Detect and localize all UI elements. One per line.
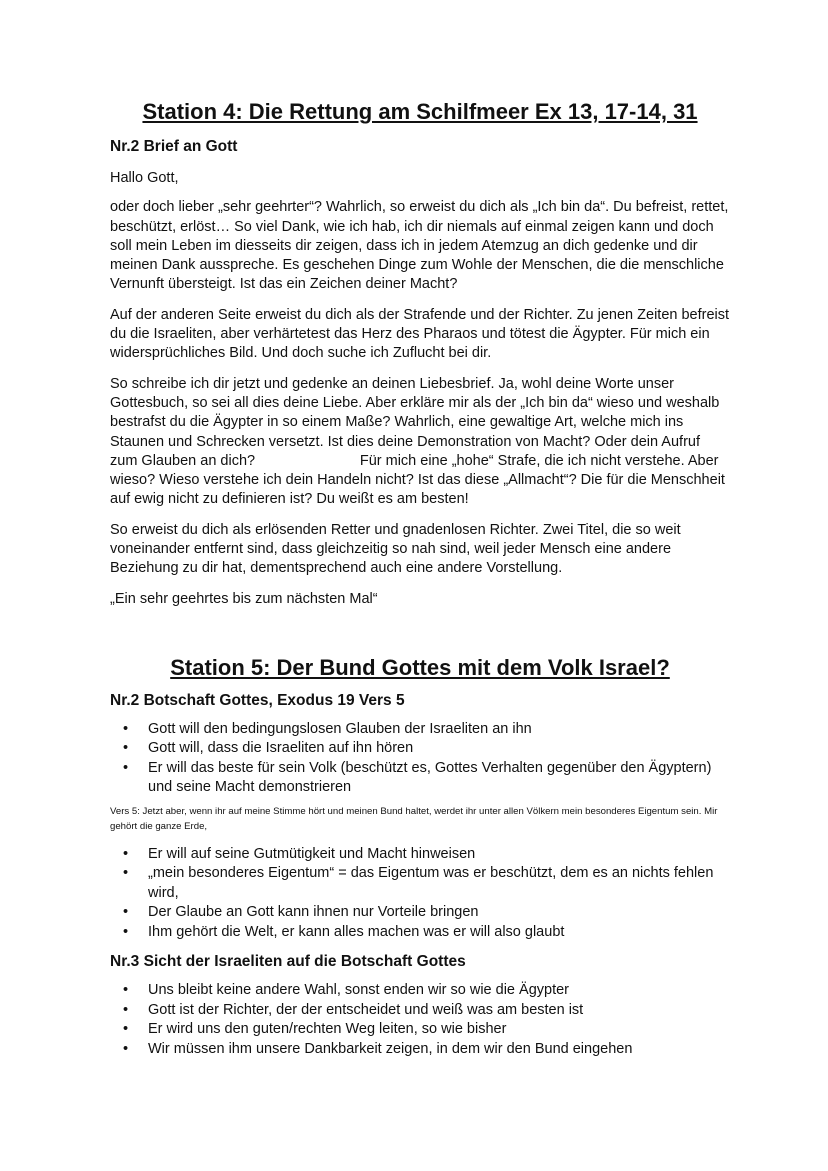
bullet-list-1 [110, 720, 730, 798]
letter-paragraph: Auf der anderen Seite erweist du dich als der Strafende und der Richter. Zu jenen Zeiten befreist du die Israeliten, aber verhärtetest das Herz des Pharaos und tötest die Ägypter. Für mich ein widersprüchliches Bild. Und doch suche ich Zuflucht bei dir. [110, 306, 730, 362]
list-item: • Gott ist der Richter, der der entscheidet und weiß was am besten ist [110, 1001, 730, 1021]
letter-paragraph: So schreibe ich dir jetzt und gedenke an deinen Liebesbrief. Ja, wohl deine Worte unser Gottesbuch, so sei all dies deine Liebe. Aber erkläre mir als der „Ich bin da“ wieso und weshalb bestrafst du die Ägypter in so einem Maße? Wahrlich, eine gewaltige Art, welche mich ins Staunen und Schrecken versetzt. Ist dies deine Demonstration von Macht? Oder dein Aufruf zum Glauben an dich? Für mich eine „hohe“ Strafe, die ich nicht verstehe. Aber wieso? Wieso verstehe ich dein Handeln nicht? Ist das diese „Allmacht“? Die für die Menschheit auf ewig nicht zu definieren ist? Du weißt es am besten! [110, 375, 729, 508]
list-item: • Ihm gehört die Welt, er kann alles machen was er will also glaubt [110, 923, 730, 943]
list-item: • Wir müssen ihm unsere Dankbarkeit zeigen, in dem wir den Bund eingehen [110, 1040, 730, 1060]
list-item: • Er will auf seine Gutmütigkeit und Macht hinweisen [110, 845, 730, 865]
list-item: • Gott will, dass die Israeliten auf ihn hören [110, 739, 730, 759]
list-item: • Der Glaube an Gott kann ihnen nur Vorteile bringen [110, 903, 730, 923]
letter-greeting: Hallo Gott, [110, 170, 179, 186]
letter-closing: „Ein sehr geehrtes bis zum nächsten Mal“ [110, 590, 378, 607]
list-item: • Er will das beste für sein Volk (beschützt es, Gottes Verhalten gegenüber den Ägyptern) und seine Macht demonstrieren [110, 759, 730, 798]
document-page [110, 0, 730, 1059]
bullet-list-3 [110, 981, 730, 1059]
letter-paragraph: So erweist du dich als erlösenden Retter und gnadenlosen Richter. Zwei Titel, die so weit voneinander entfernt sind, dass gleichzeitig so nah sind, weil jeder Mensch eine andere Beziehung zu dir hat, dementsprechend auch eine andere Vorstellung. [110, 521, 681, 577]
verse-quote: Vers 5: Jetzt aber, wenn ihr auf meine Stimme hört und meinen Bund haltet, werdet ihr unter allen Völkern mein besonderes Eigentum sein. Mir gehört die ganze Erde, [110, 805, 718, 832]
station5-heading-1: Nr.2 Botschaft Gottes, Exodus 19 Vers 5 [110, 691, 405, 709]
list-item: • „mein besonderes Eigentum“ = das Eigentum was er beschützt, dem es an nichts fehlen wird, [110, 864, 730, 903]
letter-paragraph: oder doch lieber „sehr geehrter“? Wahrlich, so erweist du dich als „Ich bin da“. Du befreist, rettet, beschützt, erlöst… So viel Dank, wie ich hab, ich dir niemals auf einmal zeigen kann und doch soll mein Leben im diesseits dir zeigen, dass ich in jedem Atemzug an dich gedenke und dir meinen Dank ausspreche. Es geschehen Dinge zum Wohle der Menschen, die die menschliche Vernunft übersteigt. Ist das ein Zeichen deiner Macht? [110, 199, 729, 293]
station4-title: Station 4: Die Rettung am Schilfmeer Ex 13, 17-14, 31 [142, 99, 698, 124]
list-item: • Gott will den bedingungslosen Glauben der Israeliten an ihn [110, 720, 730, 740]
station5-title: Station 5: Der Bund Gottes mit dem Volk Israel? [170, 654, 670, 680]
list-item: • Er wird uns den guten/rechten Weg leiten, so wie bisher [110, 1020, 730, 1040]
station4-heading: Nr.2 Brief an Gott [110, 138, 238, 155]
bullet-list-2 [110, 845, 730, 943]
list-item: • Uns bleibt keine andere Wahl, sonst enden wir so wie die Ägypter [110, 981, 730, 1001]
station5-heading-2: Nr.3 Sicht der Israeliten auf die Botschaft Gottes [110, 953, 466, 971]
